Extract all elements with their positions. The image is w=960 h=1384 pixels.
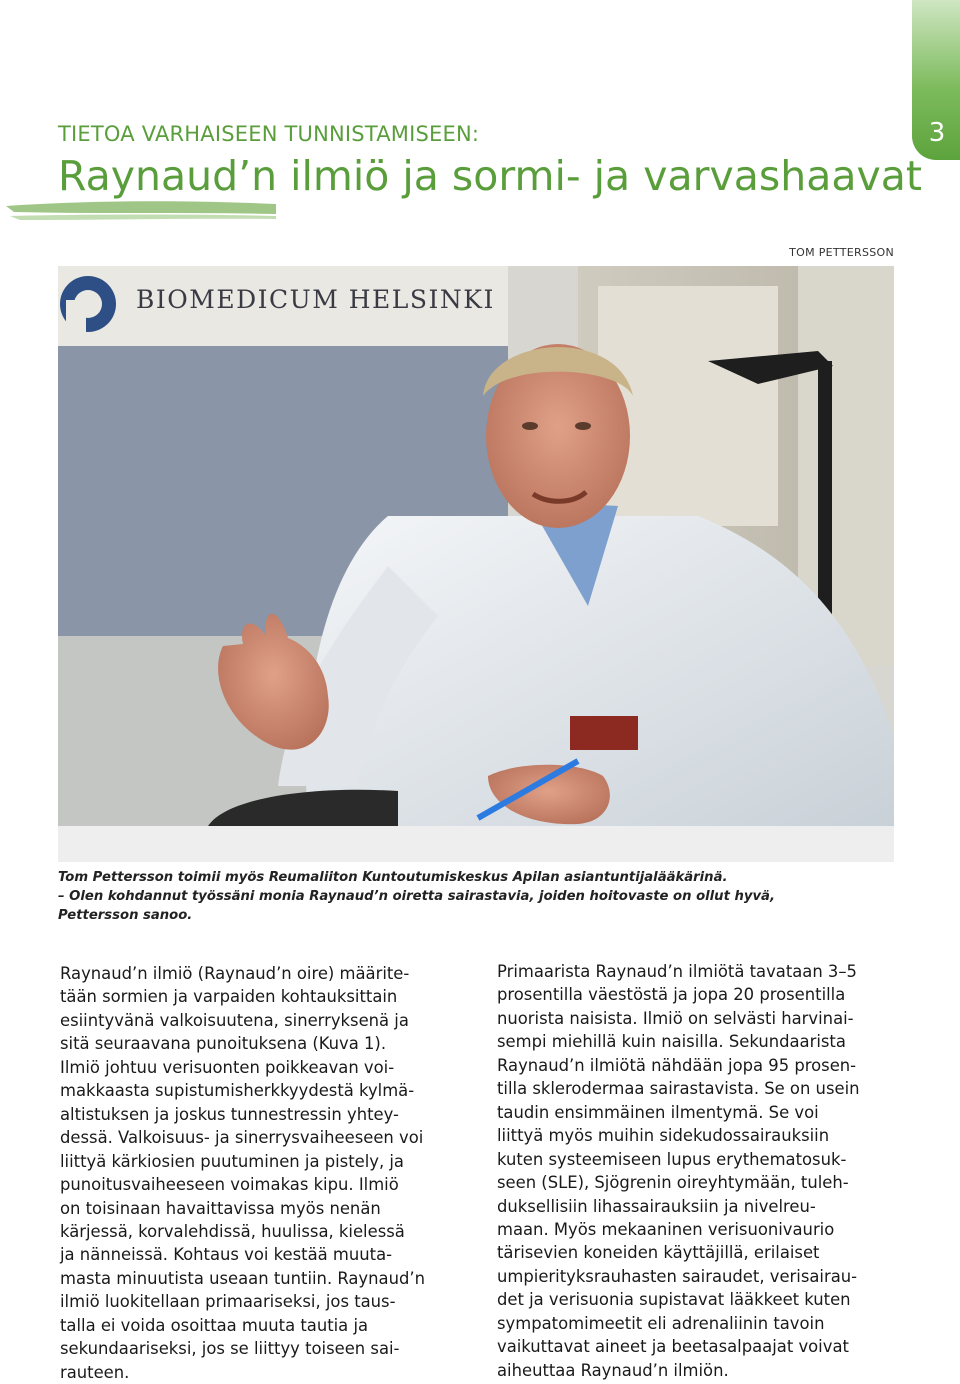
text-line: ja nänneissä. Kohtaus voi kestää muuta- — [60, 1245, 393, 1265]
text-line: umpierityksrauhasten sairaudet, verisairau- — [497, 1266, 858, 1286]
text-line: kuten systeemiseen lupus erythematosuk- — [497, 1149, 847, 1169]
text-line: det ja verisuonia supistavat lääkkeet kuten — [497, 1290, 851, 1310]
text-line: Raynaud’n ilmiö (Raynaud’n oire) määrite- — [60, 964, 410, 983]
photo-caption — [58, 868, 898, 925]
text-line: Primaarista Raynaud’n ilmiötä tavataan 3–5 — [497, 962, 857, 981]
decorative-swoosh — [0, 196, 300, 226]
text-line: altistuksen ja joskus tunnestressin yhtey- — [60, 1104, 399, 1124]
text-line: sempi miehillä kuin naisilla. Sekundaarista — [497, 1032, 846, 1052]
text-line: tärisevien koneiden käyttäjillä, erilaiset — [497, 1243, 820, 1263]
text-line: liittyä myös muihin sidekudossairauksiin — [497, 1126, 830, 1146]
text-line: ilmiö luokitellaan primaariseksi, jos taus- — [60, 1292, 396, 1312]
text-line: dessä. Valkoisuus- ja sinerrysvaiheeseen voi — [60, 1128, 424, 1148]
text-line: tilla sklerodermaa sairastavista. Se on usein — [497, 1079, 860, 1099]
text-line: masta minuutista useaan tuntiin. Raynaud’n — [60, 1268, 425, 1288]
text-line: liittyä kärkiosien puutuminen ja pistely, ja — [60, 1151, 404, 1171]
body-column-right — [497, 960, 860, 1382]
text-line: tään sormien ja varpaiden kohtauksittain — [60, 987, 398, 1007]
caption-line: Pettersson sanoo. — [58, 908, 193, 923]
text-line: duksellisiin lihassairauksiin ja nivelreu- — [497, 1196, 816, 1216]
text-line: makkaasta supistumisherkkyydestä kylmä- — [60, 1081, 415, 1101]
section-kicker: TIETOA VARHAISEEN TUNNISTAMISEEN: — [58, 122, 480, 146]
sign-text: BIOMEDICUM HELSINKI — [136, 285, 495, 314]
text-line: on toisinaan havaittavissa myös nenän — [60, 1198, 381, 1218]
text-line: talla ei voida osoittaa muuta tautia ja — [60, 1315, 369, 1335]
photo-credit: TOM PETTERSSON — [789, 246, 894, 259]
text-line: rauteen. — [60, 1362, 130, 1382]
text-line: sympatomimeetit eli adrenaliinin tavoin — [497, 1313, 825, 1333]
body-column-left — [60, 962, 425, 1384]
text-line: aiheuttaa Raynaud’n ilmiön. — [497, 1360, 729, 1380]
caption-line: – Olen kohdannut työssäni monia Raynaud’n oiretta sairastavia, joiden hoitovaste on ollut hyvä, — [58, 889, 775, 904]
article-title: Raynaud’n ilmiö ja sormi- ja varvashaavat — [58, 152, 922, 200]
portrait-photo — [58, 266, 894, 862]
text-line: taudin ensimmäinen ilmentymä. Se voi — [497, 1102, 819, 1122]
text-line: nuorista naisista. Ilmiö on selvästi harvinai- — [497, 1008, 854, 1028]
text-line: prosentilla väestöstä ja jopa 20 prosentilla — [497, 985, 846, 1005]
text-line: Raynaud’n ilmiötä nähdään jopa 95 prosen- — [497, 1055, 857, 1075]
text-line: sitä seuraavana punoituksena (Kuva 1). — [60, 1034, 387, 1054]
text-line: maan. Myös mekaaninen verisuonivaurio — [497, 1219, 835, 1239]
text-line: sekundaariseksi, jos se liittyy toiseen sai- — [60, 1339, 400, 1359]
text-line: seen (SLE), Sjögrenin oireyhtymään, tuleh- — [497, 1173, 849, 1193]
text-line: vaikuttavat aineet ja beetasalpaajat voivat — [497, 1337, 849, 1357]
page-number: 3 — [928, 118, 946, 148]
text-line: Ilmiö johtuu verisuonten poikkeavan voi- — [60, 1057, 395, 1077]
caption-line: Tom Pettersson toimii myös Reumaliiton Kuntoutumiskeskus Apilan asiantuntijalääkärinä. — [58, 870, 728, 885]
text-line: punoitusvaiheeseen voimakas kipu. Ilmiö — [60, 1175, 399, 1195]
text-line: kärjessä, korvalehdissä, huulissa, kielessä — [60, 1221, 405, 1241]
text-line: esiintyvänä valkoisuutena, sinerryksenä ja — [60, 1010, 409, 1030]
